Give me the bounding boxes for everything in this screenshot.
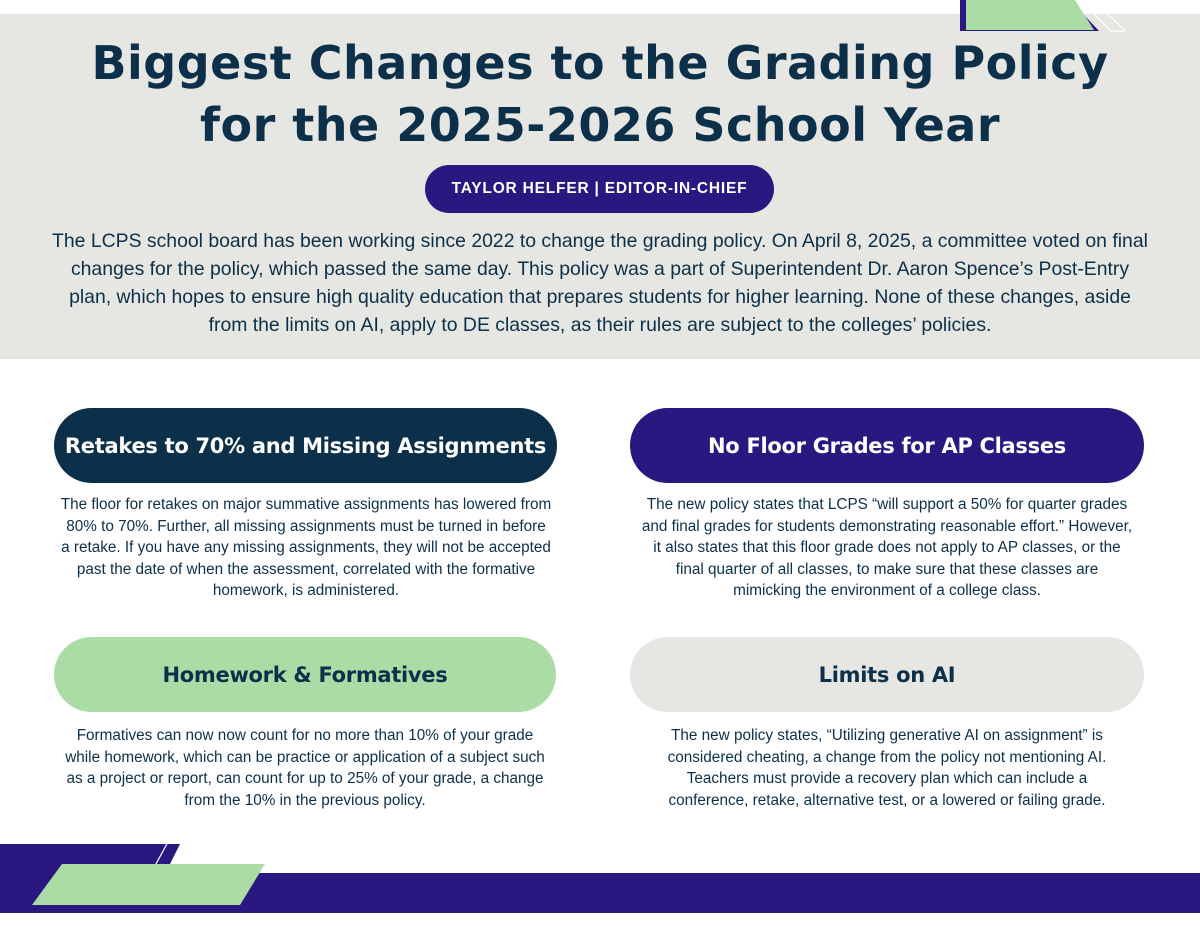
section-heading-retakes: Retakes to 70% and Missing Assignments [54,408,557,483]
green-parallelogram-shape [966,0,1094,30]
top-decoration-shapes [960,0,1200,34]
section-body-retakes: The floor for retakes on major summative assignments has lowered from 80% to 70%. Further, all missing assignments must be turned in before a retake. If you have any missing assignments, they will not be accepted past the date of when the assessment, correlated with the formative homework, is administered. [60,496,552,599]
bottom-decoration-shapes [0,840,1200,927]
section-heading-ap-classes: No Floor Grades for AP Classes [630,408,1144,483]
section-heading-homework: Homework & Formatives [54,637,556,712]
title-line-1: Biggest Changes to the Grading Policy [91,36,1109,90]
bottom-left-green-block [32,864,265,905]
byline-badge: TAYLOR HELFER | EDITOR-IN-CHIEF [425,165,774,213]
section-body-ai-limits: The new policy states, “Utilizing generative AI on assignment” is considered cheating, a change from the policy not mentioning AI. Teachers must provide a recovery plan which can include a conference, retake, alternative test, or a lowered or failing grade. [667,727,1107,809]
page-title [0,32,1200,156]
section-heading-ai-limits: Limits on AI [630,637,1144,712]
title-line-2: for the 2025-2026 School Year [199,98,1001,152]
section-body-homework: Formatives can now now count for no more than 10% of your grade while homework, which can be practice or application of a subject such as a project or report, can count for up to 25% of your grade, a change from the 10% in the previous policy. [65,727,545,809]
intro-paragraph: The LCPS school board has been working since 2022 to change the grading policy. On April 8, 2025, a committee voted on final changes for the policy, which passed the same day. This policy was a part of Superintendent Dr. Aaron Spence’s Post-Entry plan, which hopes to ensure high quality education that prepares students for higher learning. None of these changes, aside from the limits on AI, apply to DE classes, as their rules are subject to the colleges’ policies. [52,230,1148,336]
section-body-ap-classes: The new policy states that LCPS “will support a 50% for quarter grades and final grades for students demonstrating reasonable effort.” However, it also states that this floor grade does not apply to AP classes, or the final quarter of all classes, to make sure that these classes are mimicking the environment of a college class. [641,496,1133,599]
